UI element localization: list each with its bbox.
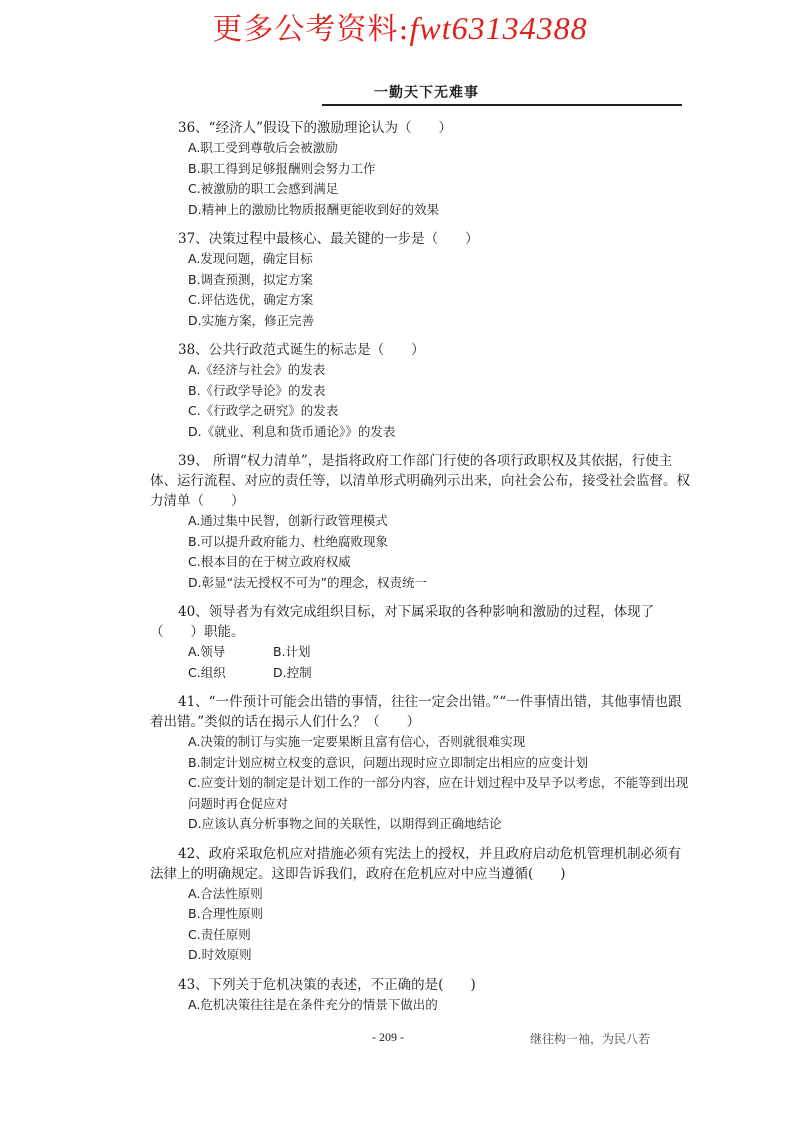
option-a: A.发现问题，确定目标	[188, 251, 313, 266]
option-d: D.应该认真分析事物之间的关联性，以期得到正确地结论	[188, 816, 502, 831]
question-stem: 43、下列关于危机决策的表述，不正确的是( )	[178, 976, 476, 993]
question-stem: 41、“一件预计可能会出错的事情，往往一定会出错。”“一件事情出错，其他事情也跟着出错。”类似的话在揭示人们什么？（ ）	[150, 694, 682, 730]
question-list	[150, 118, 690, 1024]
question-stem: 40、领导者为有效完成组织目标，对下属采取的各种影响和激励的过程，体现了（ ）职能。	[150, 604, 655, 640]
question-stem: 39、 所谓“权力清单”，是指将政府工作部门行使的各项行政职权及其依据，行使主体、运行流程、对应的责任等，以清单形式明确列示出来，向社会公布，接受社会监督。权力清单（ ）	[150, 453, 690, 509]
option-c: C.《行政学之研究》的发表	[188, 403, 339, 418]
question-39	[150, 451, 690, 593]
option-d: D.控制	[273, 664, 312, 680]
option-c: C.评估选优，确定方案	[188, 292, 314, 307]
question-43	[150, 975, 690, 1016]
option-b: B.可以提升政府能力、杜绝腐败现象	[188, 533, 389, 549]
option-row	[150, 663, 690, 684]
option-a: A.通过集中民智，创新行政管理模式	[188, 513, 388, 528]
option-d: D.精神上的激励比物质报酬更能收到好的效果	[188, 201, 440, 217]
option-c: C.组织	[188, 664, 226, 680]
option-c: C.根本目的在于树立政府权威	[188, 554, 351, 569]
page-number: - 209 -	[372, 1030, 404, 1044]
header-rule	[322, 104, 682, 106]
question-37	[150, 229, 690, 331]
question-38	[150, 340, 690, 442]
footer-note: 继往构一袖，为民八若	[530, 1032, 651, 1046]
option-a: A.合法性原则	[188, 885, 263, 901]
watermark-prefix: 更多公考资料:	[212, 12, 410, 47]
option-a: A.《经济与社会》的发表	[188, 362, 326, 377]
question-stem: 42、政府采取危机应对措施必须有宪法上的授权，并且政府启动危机管理机制必须有法律上的明确规定。这即告诉我们，政府在危机应对中应当遵循( )	[150, 845, 682, 882]
header-title: 一勤天下无难事	[374, 85, 479, 101]
question-stem: 37、决策过程中最核心、最关键的一步是（ ）	[178, 231, 479, 247]
option-a: A.决策的制订与实施一定要果断且富有信心，否则就很难实现	[188, 734, 526, 749]
option-a: A.危机决策往往是在条件充分的情景下做出的	[188, 996, 438, 1012]
option-b: B.计划	[273, 644, 311, 659]
watermark-banner	[0, 4, 800, 48]
option-row	[150, 642, 690, 663]
watermark-code: fwt63134388	[409, 10, 588, 46]
question-stem: 36、“经济人”假设下的激励理论认为（ ）	[178, 120, 452, 136]
option-c: C.被激励的职工会感到满足	[188, 181, 339, 196]
option-d: D.《就业、利息和货币通论》》的发表	[188, 423, 396, 439]
option-b: B.合理性原则	[188, 906, 264, 921]
question-41	[150, 692, 690, 835]
option-c: C.应变计划的制定是计划工作的一部分内容，应在计划过程中及早予以考虑，不能等到出现问题时再仓促应对	[188, 775, 689, 811]
question-40	[150, 602, 690, 683]
question-stem: 38、公共行政范式诞生的标志是（ ）	[178, 342, 425, 358]
option-d: D.时效原则	[188, 947, 252, 962]
option-b: B.职工得到足够报酬则会努力工作	[188, 160, 376, 176]
option-d: D.实施方案，修正完善	[188, 312, 315, 328]
question-42	[150, 844, 690, 966]
option-b: B.调查预测，拟定方案	[188, 271, 314, 287]
option-b: B.《行政学导论》的发表	[188, 382, 326, 398]
option-a: A.领导	[188, 644, 226, 659]
option-a: A.职工受到尊敬后会被激励	[188, 140, 338, 155]
option-d: D.彰显“法无授权不可为”的理念，权责统一	[188, 574, 428, 590]
option-c: C.责任原则	[188, 926, 251, 942]
option-b: B.制定计划应树立权变的意识，问题出现时应立即制定出相应的应变计划	[188, 754, 589, 770]
question-36	[150, 118, 690, 220]
